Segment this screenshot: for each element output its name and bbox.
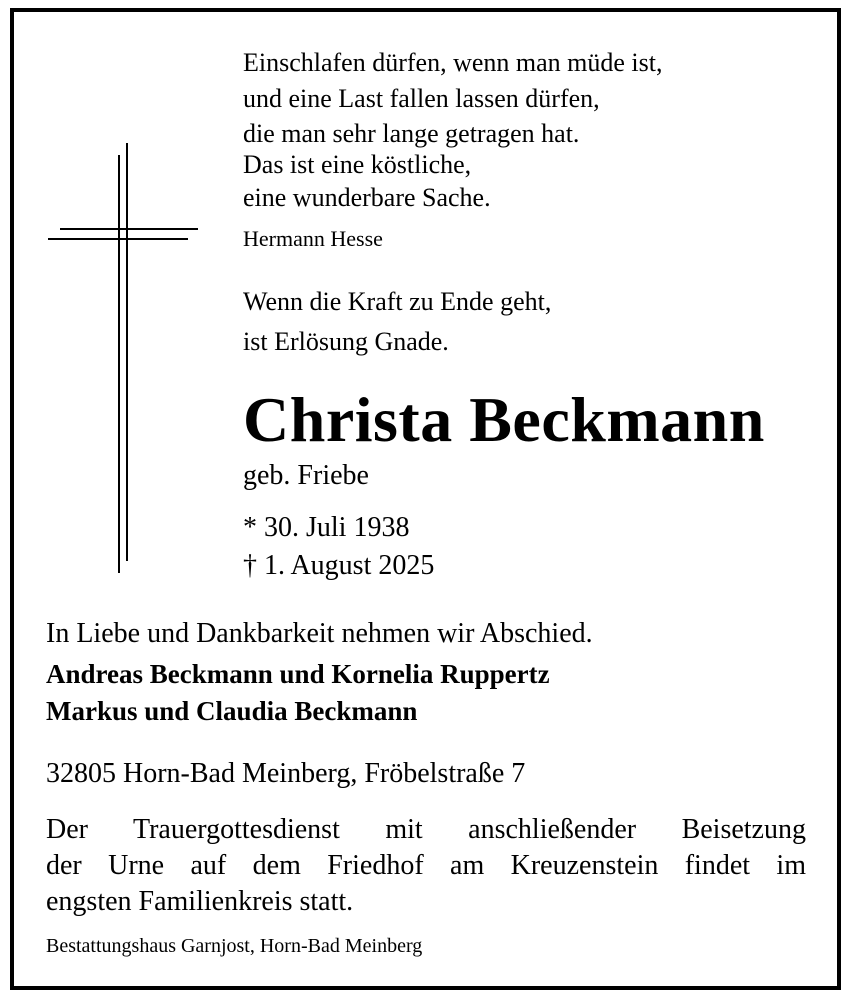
- poem-line: und eine Last fallen lassen dürfen,: [243, 84, 600, 113]
- birth-date: * 30. Juli 1938: [243, 512, 410, 543]
- service-line: Der Trauergottesdienst mit anschließender Beisetzung: [46, 814, 806, 845]
- quote-line: Wenn die Kraft zu Ende geht,: [243, 287, 552, 316]
- address: 32805 Horn-Bad Meinberg, Fröbelstraße 7: [46, 758, 526, 789]
- poem-line: Das ist eine köstliche,: [243, 150, 472, 179]
- poem-line: Einschlafen dürfen, wenn man müde ist,: [243, 48, 663, 77]
- deceased-name: Christa Beckmann: [243, 384, 765, 455]
- service-line: engsten Familienkreis statt.: [46, 886, 354, 917]
- mourner-line: Andreas Beckmann und Kornelia Ruppertz: [46, 659, 550, 689]
- mourner-line: Markus und Claudia Beckmann: [46, 696, 418, 726]
- death-date: † 1. August 2025: [243, 550, 435, 581]
- farewell-text: In Liebe und Dankbarkeit nehmen wir Abschied.: [46, 618, 593, 649]
- quote-line: ist Erlösung Gnade.: [243, 327, 449, 356]
- birth-name: geb. Friebe: [243, 460, 369, 491]
- poem-line: eine wunderbare Sache.: [243, 183, 491, 212]
- service-info: [46, 812, 806, 920]
- service-line: der Urne auf dem Friedhof am Kreuzenstein findet im: [46, 850, 806, 881]
- poem-line: die man sehr lange getragen hat.: [243, 119, 580, 148]
- funeral-home: Bestattungshaus Garnjost, Horn-Bad Meinberg: [46, 935, 423, 957]
- poem-author: Hermann Hesse: [243, 226, 383, 251]
